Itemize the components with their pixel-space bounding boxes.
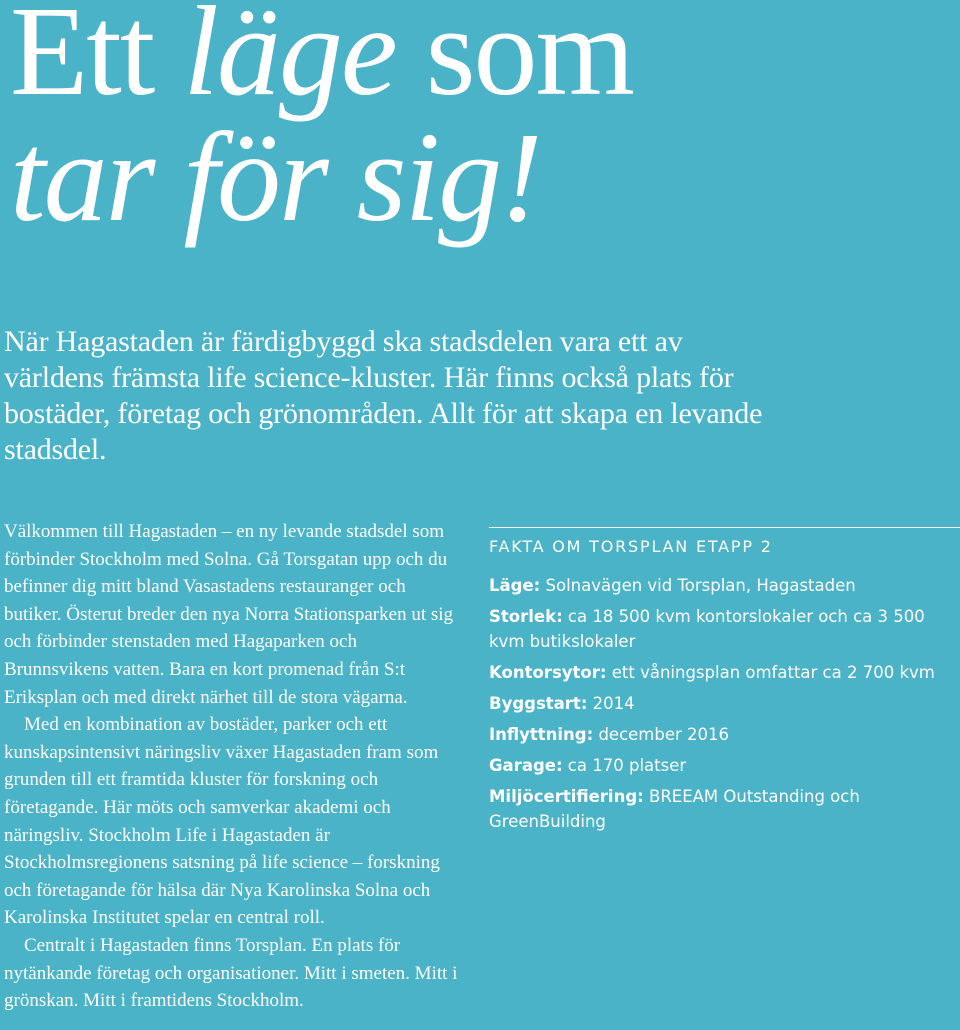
fact-label: Kontorsytor: [489,663,607,682]
headline-line-2-text: tar för sig! [10,106,541,248]
fact-item-garage [489,753,960,778]
fact-item-construction-start [489,691,960,716]
page-headline [10,0,634,248]
fact-value: december 2016 [593,725,730,744]
fact-value: ca 170 platser [562,756,687,775]
fact-value: 2014 [587,694,635,713]
lead-paragraph: När Hagastaden är färdigbyggd ska stadsdelen vara ett av världens främsta life science-kluster. Här finns också plats för bostäder, företag och grönområden. Allt för att skapa en levande stadsdel. [4,325,763,466]
fact-label: Inflyttning: [489,725,594,744]
fact-item-move-in [489,722,960,747]
headline-line-1-end: som [395,0,634,122]
fact-label: Läge: [489,576,541,595]
body-paragraph-1: Välkommen till Hagastaden – en ny levande stadsdel som förbinder Stockholm med Solna. Gå Torsgatan upp och du befinner dig mitt bland Vasastadens restauranger och butiker. Österut breder den nya Norra Stationsparken ut sig och förbinder stenstaden med Hagaparken och Brunnsvikens vatten. Bara en kort promenad från S:t Eriksplan och med direkt närhet till de stora vägarna. [4,521,454,708]
fact-value: ett våningsplan omfattar ca 2 700 kvm [606,663,935,682]
fact-value: ca 18 500 kvm kontorslokaler och ca 3 500 kvm butikslokaler [489,607,925,651]
headline-line-1 [10,0,634,122]
headline-line-1-start: Ett [10,0,184,122]
fact-label: Byggstart: [489,694,588,713]
fact-item-size [489,604,960,654]
headline-line-2 [10,106,633,248]
headline-italic-word: läge [183,0,396,122]
facts-box [489,527,960,840]
body-paragraph-2: Med en kombination av bostäder, parker och ett kunskapsintensivt näringsliv växer Hagastaden fram som grunden till ett framtida kluster för forskning och företagande. Här möts och samverkar akademi och näringsliv. Stockholm Life i Hagastaden är Stockholmsregionens satsning på life science – forskning och företagande för hälsa där Nya Karolinska Solna och Karolinska Institutet spelar en central roll. [4,714,440,929]
fact-item-location [489,573,960,598]
body-text-column [4,518,464,1015]
fact-label: Garage: [489,756,563,775]
facts-list [489,573,960,834]
fact-label: Storlek: [489,607,563,626]
fact-value: Solnavägen vid Torsplan, Hagastaden [540,576,856,595]
fact-item-certification [489,784,960,834]
body-paragraph-3: Centralt i Hagastaden finns Torsplan. En plats för nytänkande företag och organisationer. Mitt i smeten. Mitt i grönskan. Mitt i framtidens Stockholm. [4,934,458,1012]
fact-value: BREEAM Outstanding och GreenBuilding [489,787,860,831]
fact-label: Miljöcertifiering: [489,787,644,806]
facts-title: FAKTA OM TORSPLAN ETAPP 2 [489,537,773,556]
fact-item-office-area [489,660,960,685]
